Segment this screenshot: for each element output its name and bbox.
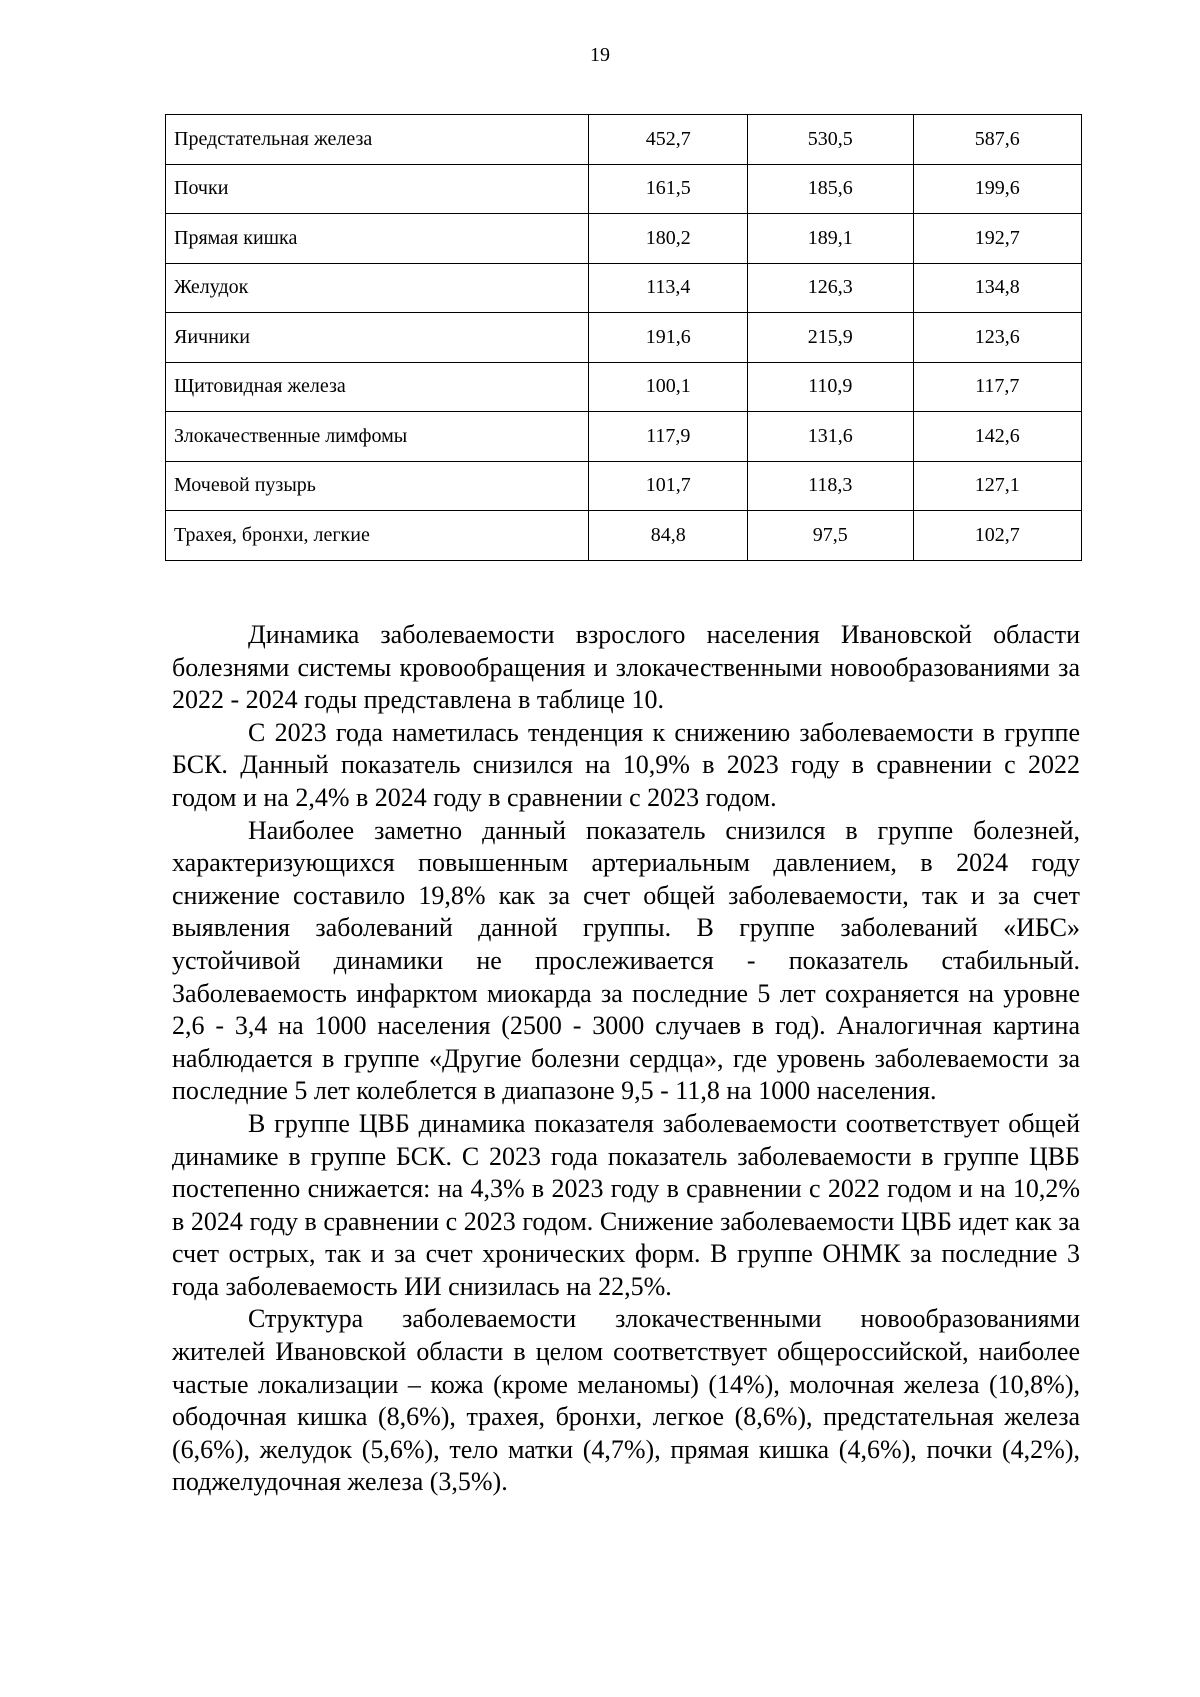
value-cell-1: 161,5 [589,164,748,214]
value-cell-2: 530,5 [748,115,914,165]
row-name-cell: Щитовидная железа [166,362,589,412]
value-cell-3: 142,6 [913,412,1081,462]
row-name-cell: Мочевой пузырь [166,461,589,511]
value-cell-1: 84,8 [589,511,748,561]
value-cell-2: 110,9 [748,362,914,412]
table-row [166,412,1082,462]
row-name-cell: Предстательная железа [166,115,589,165]
table-row [166,263,1082,313]
value-cell-3: 134,8 [913,263,1081,313]
incidence-table [165,114,1082,561]
value-cell-2: 131,6 [748,412,914,462]
paragraph-1: Динамика заболеваемости взрослого населения Ивановской области болезнями системы кровообращения и злокачественными новообразованиями за 2022 - 2024 годы представлена в таблице 10. [172,620,1080,715]
table-row [166,115,1082,165]
value-cell-1: 100,1 [589,362,748,412]
value-cell-1: 191,6 [589,313,748,363]
row-name-cell: Трахея, бронхи, легкие [166,511,589,561]
value-cell-2: 97,5 [748,511,914,561]
value-cell-3: 192,7 [913,214,1081,264]
value-cell-1: 101,7 [589,461,748,511]
table-row [166,461,1082,511]
value-cell-1: 113,4 [589,263,748,313]
row-name-cell: Желудок [166,263,589,313]
paragraph-4: В группе ЦВБ динамика показателя заболеваемости соответствует общей динамике в группе БСК. С 2023 года показатель заболеваемости в группе ЦВБ постепенно снижается: на 4,3% в 2023 году в сравнении с 2022 годом и на 10,2% в 2024 году в сравнении с 2023 годом. Снижение заболеваемости ЦВБ идет как за счет острых, так и за счет хронических форм. В группе ОНМК за последние 3 года заболеваемость ИИ снизилась на 22,5%. [172,1108,1080,1301]
value-cell-2: 118,3 [748,461,914,511]
value-cell-3: 123,6 [913,313,1081,363]
paragraph-3: Наиболее заметно данный показатель снизился в группе болезней, характеризующихся повышенным артериальным давлением, в 2024 году снижение составило 19,8% как за счет общей заболеваемости, так и за счет выявления заболеваний данной группы. В группе заболеваний «ИБС» устойчивой динамики не прослеживается - показатель стабильный. Заболеваемость инфарктом миокарда за последние 5 лет сохраняется на уровне 2,6 - 3,4 на 1000 населения (2500 - 3000 случаев в год). Аналогичная картина наблюдается в группе «Другие болезни сердца», где уровень заболеваемости за последние 5 лет колеблется в диапазоне 9,5 - 11,8 на 1000 населения. [172,815,1080,1106]
row-name-cell: Прямая кишка [166,214,589,264]
value-cell-1: 117,9 [589,412,748,462]
value-cell-2: 126,3 [748,263,914,313]
body-text [172,619,1080,1499]
value-cell-2: 185,6 [748,164,914,214]
paragraph-5: Структура заболеваемости злокачественными новообразованиями жителей Ивановской области в целом соответствует общероссийской, наиболее частые локализации – кожа (кроме меланомы) (14%), молочная железа (10,8%), ободочная кишка (8,6%), трахея, бронхи, легкое (8,6%), предстательная железа (6,6%), желудок (5,6%), тело матки (4,7%), прямая кишка (4,6%), почки (4,2%), поджелудочная железа (3,5%). [172,1304,1080,1497]
paragraph-2: С 2023 года наметилась тенденция к снижению заболеваемости в группе БСК. Данный показатель снизился на 10,9% в 2023 году в сравнении с 2022 годом и на 2,4% в 2024 году в сравнении с 2023 годом. [172,717,1080,812]
value-cell-1: 180,2 [589,214,748,264]
value-cell-3: 199,6 [913,164,1081,214]
value-cell-3: 102,7 [913,511,1081,561]
value-cell-1: 452,7 [589,115,748,165]
value-cell-3: 117,7 [913,362,1081,412]
row-name-cell: Почки [166,164,589,214]
table-row [166,313,1082,363]
row-name-cell: Злокачественные лимфомы [166,412,589,462]
value-cell-3: 587,6 [913,115,1081,165]
table-row [166,214,1082,264]
row-name-cell: Яичники [166,313,589,363]
table-row [166,511,1082,561]
value-cell-3: 127,1 [913,461,1081,511]
page-number: 19 [590,44,610,66]
value-cell-2: 215,9 [748,313,914,363]
table-body [166,115,1082,561]
table-row [166,164,1082,214]
value-cell-2: 189,1 [748,214,914,264]
table-row [166,362,1082,412]
